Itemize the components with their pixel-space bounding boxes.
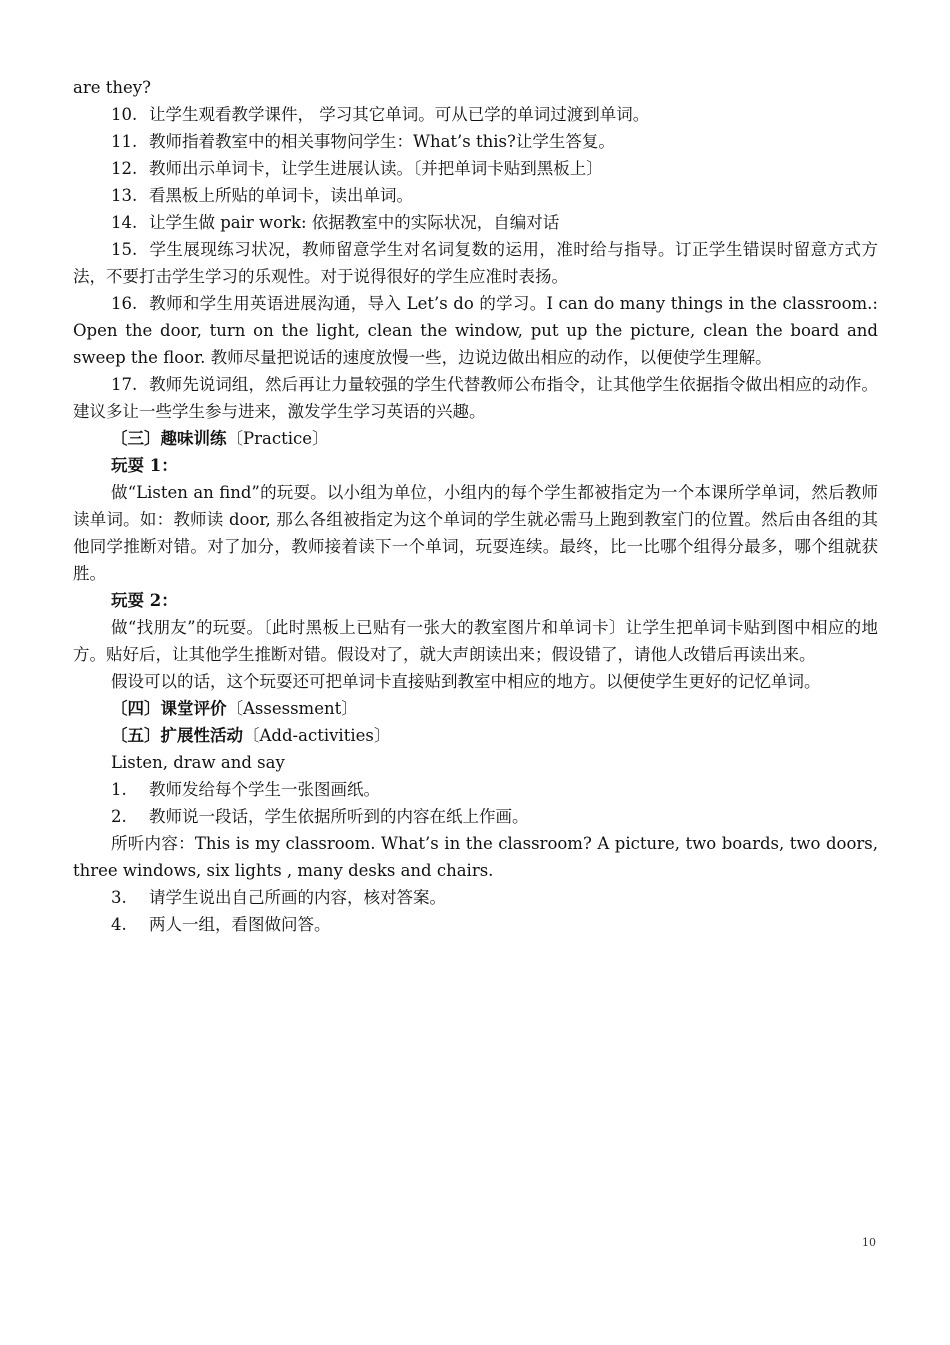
heading-english: 〔Practice〕 [226,429,329,448]
list-item [73,911,878,938]
list-text: 教师先说词组，然后再让力量较强的学生代替教师公布指令，让其他学生依据指令做出相应的动作。建议多让一些学生参与进来，激发学生学习英语的兴趣。 [73,375,878,421]
list-text: 教师指着教室中的相关事物问学生：What’s this?让学生答复。 [149,132,615,151]
paragraph: 做“Listen an find”的玩耍。以小组为单位，小组内的每个学生都被指定为一个本课所学单词，然后教师读单词。如：教师读 door, 那么各组被指定为这个单词的学生就必需马上跑到教室门的位置。然后由各组的其他同学推断对错。对了加分，教师接着读下一个单词，玩耍连续。最终，比一比哪个组得分最多，哪个组就获胜。 [73,483,878,583]
list-item [73,290,878,371]
list-number: 16. [111,294,138,313]
section-heading-practice [73,425,878,452]
list-item [73,776,878,803]
list-item [73,209,878,236]
list-text: 请学生说出自己所画的内容，核对答案。 [149,888,446,907]
heading-text: 〔三〕趣味训练 [111,429,227,448]
list-item [73,371,878,425]
list-number: 13. [111,186,138,205]
list-text: 两人一组，看图做问答。 [149,915,331,934]
heading-text: 〔五〕扩展性活动 [111,726,243,745]
list-text: 教师说一段话，学生依据所听到的内容在纸上作画。 [149,807,529,826]
paragraph: 假设可以的话，这个玩耍还可把单词卡直接贴到教室中相应的地方。以便使学生更好的记忆单词。 [111,672,821,691]
game-title: 玩耍 2： [111,591,178,610]
list-number: 2. [111,807,127,826]
list-text: 教师和学生用英语进展沟通，导入 Let’s do 的学习。I can do many things in the classroom.: Open the door, turn on the light, clean the window, put up the picture, clean the board and sweep the floor. 教师尽量把说话的速度放慢一些，边说边做出相应的动作，以便使学生理解。 [73,294,878,367]
list-item [73,101,878,128]
list-number: 1. [111,780,127,799]
list-text: 让学生做 pair work: 依据教室中的实际状况，自编对话 [149,213,560,232]
heading-english: 〔Add-activities〕 [243,726,391,745]
list-item [73,128,878,155]
list-text: 教师发给每个学生一张图画纸。 [149,780,380,799]
list-item [73,182,878,209]
list-text: 学生展现练习状况，教师留意学生对名词复数的运用，准时给与指导。订正学生错误时留意方式方法，不要打击学生学习的乐观性。对于说得很好的学生应准时表扬。 [73,240,878,286]
list-number: 4. [111,915,127,934]
document-body [73,74,878,938]
text-line: are they? [73,78,151,97]
list-item [73,884,878,911]
list-text: 教师出示单词卡，让学生进展认读。〔并把单词卡贴到黑板上〕 [149,159,603,178]
paragraph: 做“找朋友”的玩耍。〔此时黑板上已贴有一张大的教室图片和单词卡〕让学生把单词卡贴到图中相应的地方。贴好后，让其他学生推断对错。假设对了，就大声朗读出来；假设错了，请他人改错后再读出来。 [73,618,878,664]
list-item [73,155,878,182]
list-item [73,803,878,830]
list-number: 15. [111,240,138,259]
section-heading-assessment [73,695,878,722]
list-number: 17. [111,375,138,394]
page-number: 10 [862,1236,876,1249]
list-text: 让学生观看教学课件， 学习其它单词。可从已学的单词过渡到单词。 [149,105,650,124]
list-number: 14. [111,213,138,232]
heading-english: 〔Assessment〕 [226,699,358,718]
list-item [73,236,878,290]
paragraph: 所听内容：This is my classroom. What’s in the classroom? A picture, two boards, two doors, three windows, six lights , many desks and chairs. [73,834,878,880]
activity-subtitle: Listen, draw and say [111,753,285,772]
list-number: 12. [111,159,138,178]
list-number: 3. [111,888,127,907]
list-text: 看黑板上所贴的单词卡，读出单词。 [149,186,413,205]
list-number: 10. [111,105,138,124]
game-title: 玩耍 1： [111,456,178,475]
heading-text: 〔四〕课堂评价 [111,699,227,718]
section-heading-extension [73,722,878,749]
list-number: 11. [111,132,138,151]
